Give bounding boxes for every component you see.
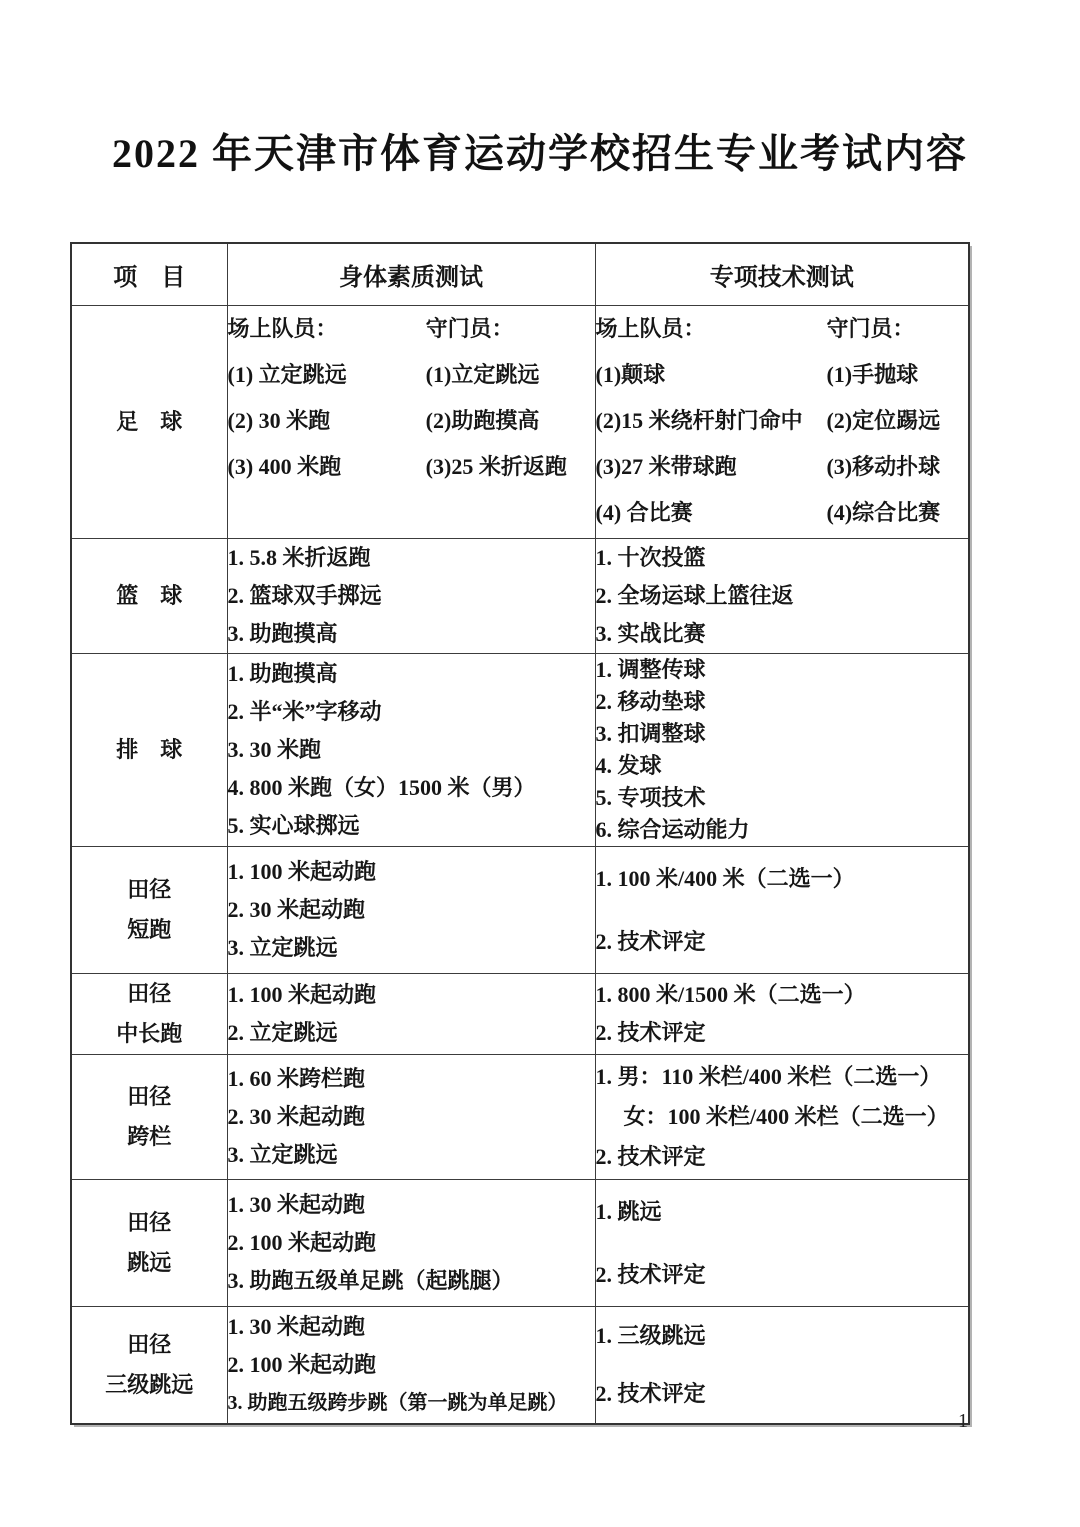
football-technical-columns [596, 306, 969, 536]
subcol-heading: 场上队员： [227, 315, 338, 341]
field-players-column [596, 306, 827, 536]
test-item: 2. 篮球双手掷远 [227, 582, 382, 608]
sport-name-line1: 田径 [127, 1209, 172, 1235]
sport-name-line2: 三级跳远 [105, 1371, 194, 1397]
sport-name-line1: 田径 [127, 876, 172, 902]
sport-label-athletics-long-jump [71, 1179, 227, 1306]
long-jump-physical-cell [227, 1179, 595, 1306]
test-item: 1. 800 米/1500 米（二选一） [595, 981, 866, 1007]
test-item: 2. 技术评定 [595, 1019, 706, 1045]
test-item: 2. 技术评定 [595, 1380, 706, 1406]
test-item: (1)颠球 [595, 361, 666, 387]
test-item: 1. 100 米起动跑 [227, 858, 377, 884]
sport-name-line2: 中长跑 [116, 1020, 183, 1046]
middle-distance-technical-cell [595, 973, 969, 1054]
test-item: 1. 30 米起动跑 [227, 1313, 366, 1339]
test-item: 3. 助跑五级跨步跳（第一跳为单足跳） [227, 1391, 568, 1414]
exam-content-table [70, 242, 970, 1425]
test-item: 3. 立定跳远 [227, 1141, 338, 1167]
test-item: 3. 助跑摸高 [227, 620, 338, 646]
test-item: (3)27 米带球跑 [595, 453, 737, 479]
test-item: (4)综合比赛 [826, 499, 941, 525]
test-item: 3. 立定跳远 [227, 934, 338, 960]
test-item: 1. 调整传球 [595, 656, 706, 682]
test-item: (1)手抛球 [826, 361, 919, 387]
middle-distance-physical-cell [227, 973, 595, 1054]
sport-name-line1: 田径 [127, 1083, 172, 1109]
hurdles-technical-cell [595, 1054, 969, 1179]
table-row-volleyball [71, 653, 969, 846]
test-item: (2)15 米绕杆射门命中 [595, 407, 803, 433]
test-item: 4. 发球 [595, 752, 662, 778]
sport-name: 篮 球 [116, 582, 183, 608]
test-item: (4) 合比赛 [595, 499, 693, 525]
subcol-heading: 守门员： [425, 315, 514, 341]
basketball-technical-cell [595, 538, 969, 653]
sport-label-basketball [71, 538, 227, 653]
test-item: 6. 综合运动能力 [595, 816, 750, 842]
test-item: 2. 立定跳远 [227, 1019, 338, 1045]
football-physical-cell [227, 305, 595, 538]
test-item: 5. 专项技术 [595, 784, 706, 810]
subcol-heading: 守门员： [826, 315, 915, 341]
volleyball-technical-cell [595, 653, 969, 846]
test-item: 3. 助跑五级单足跳（起跳腿） [227, 1267, 514, 1293]
triple-jump-physical-cell [227, 1306, 595, 1424]
test-item: 3. 实战比赛 [595, 620, 706, 646]
volleyball-physical-cell [227, 653, 595, 846]
test-item: 女：100 米栏/400 米栏（二选一） [623, 1103, 949, 1129]
test-item: 2. 30 米起动跑 [227, 896, 366, 922]
test-item: 2. 技术评定 [595, 1261, 706, 1287]
header-item: 项 目 [71, 243, 227, 305]
test-item: 2. 全场运球上篮往返 [595, 582, 794, 608]
test-item: (3)移动扑球 [826, 453, 941, 479]
test-item: (2)助跑摸高 [425, 407, 540, 433]
sport-label-athletics-triple-jump [71, 1306, 227, 1424]
test-item: 2. 100 米起动跑 [227, 1229, 377, 1255]
hurdles-physical-cell [227, 1054, 595, 1179]
sport-name-line1: 田径 [127, 980, 172, 1006]
table-row-athletics-triple-jump [71, 1306, 969, 1424]
sport-label-athletics-middle-distance [71, 973, 227, 1054]
table-row-athletics-sprint [71, 846, 969, 973]
table-row-athletics-middle-distance [71, 973, 969, 1054]
test-item: (3) 400 米跑 [227, 453, 342, 479]
test-item: 2. 技术评定 [595, 928, 706, 954]
test-item: 2. 移动垫球 [595, 688, 706, 714]
test-item: 1. 5.8 米折返跑 [227, 544, 371, 570]
test-item: 2. 30 米起动跑 [227, 1103, 366, 1129]
triple-jump-technical-cell [595, 1306, 969, 1424]
test-item: (3)25 米折返跑 [425, 453, 567, 479]
test-item: 1. 60 米跨栏跑 [227, 1065, 366, 1091]
header-technical-test: 专项技术测试 [595, 243, 969, 305]
sport-label-football [71, 305, 227, 538]
sport-name: 排 球 [116, 736, 183, 762]
basketball-physical-cell [227, 538, 595, 653]
sport-name-line2: 跨栏 [127, 1123, 172, 1149]
sport-name: 足 球 [116, 408, 183, 434]
test-item: (2)定位踢远 [826, 407, 941, 433]
test-item: 1. 100 米/400 米（二选一） [595, 865, 855, 891]
table-row-athletics-long-jump [71, 1179, 969, 1306]
test-item: (2) 30 米跑 [227, 407, 331, 433]
sport-name-line2: 短跑 [127, 916, 172, 942]
football-physical-columns [228, 306, 595, 490]
test-item: 2. 半“米”字移动 [227, 698, 382, 724]
table-row-athletics-hurdles [71, 1054, 969, 1179]
test-item: 1. 30 米起动跑 [227, 1191, 366, 1217]
test-item: 4. 800 米跑（女）1500 米（男） [227, 774, 536, 800]
test-item: (1)立定跳远 [425, 361, 540, 387]
football-technical-cell [595, 305, 969, 538]
test-item: 2. 100 米起动跑 [227, 1351, 377, 1377]
table-row-basketball [71, 538, 969, 653]
sport-label-volleyball [71, 653, 227, 846]
sprint-technical-cell [595, 846, 969, 973]
test-item: 3. 扣调整球 [595, 720, 706, 746]
test-item: 1. 跳远 [595, 1198, 662, 1224]
sport-name-line1: 田径 [127, 1331, 172, 1357]
sport-name-line2: 跳远 [127, 1249, 172, 1275]
test-item: 3. 30 米跑 [227, 736, 322, 762]
long-jump-technical-cell [595, 1179, 969, 1306]
test-item: 1. 男：110 米栏/400 米栏（二选一） [595, 1063, 942, 1089]
table-row-football [71, 305, 969, 538]
goalkeeper-column [826, 306, 968, 536]
sport-label-athletics-sprint [71, 846, 227, 973]
test-item: 1. 三级跳远 [595, 1322, 706, 1348]
test-item: 1. 100 米起动跑 [227, 981, 377, 1007]
test-item: 1. 助跑摸高 [227, 660, 338, 686]
test-item: (1) 立定跳远 [227, 361, 347, 387]
header-physical-test: 身体素质测试 [227, 243, 595, 305]
test-item: 2. 技术评定 [595, 1143, 706, 1169]
test-item: 1. 十次投篮 [595, 544, 706, 570]
sport-label-athletics-hurdles [71, 1054, 227, 1179]
page-number: 1 [958, 1410, 968, 1432]
field-players-column [228, 306, 426, 490]
sprint-physical-cell [227, 846, 595, 973]
goalkeeper-column [426, 306, 595, 490]
table-header-row [71, 243, 969, 305]
subcol-heading: 场上队员： [595, 315, 706, 341]
test-item: 5. 实心球掷远 [227, 812, 360, 838]
document-title: 2022 年天津市体育运动学校招生专业考试内容 [112, 131, 968, 176]
